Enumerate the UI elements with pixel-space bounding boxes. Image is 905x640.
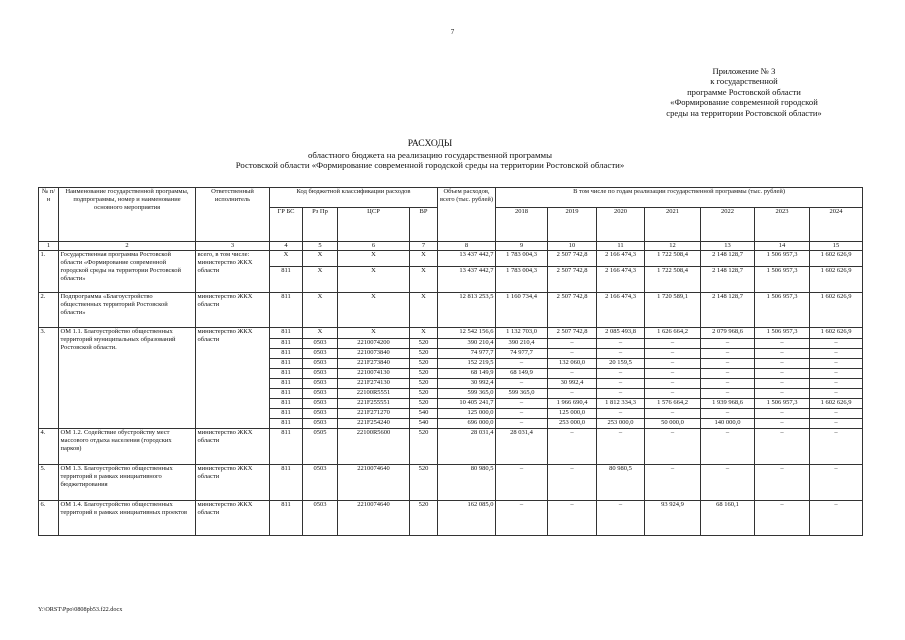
value-cell: – (810, 339, 863, 349)
value-cell: – (701, 429, 755, 465)
value-cell: 1 132 703,0 (496, 328, 548, 339)
column-number: 10 (548, 242, 597, 251)
title-line: областного бюджета на реализацию государственной программы (307, 149, 552, 160)
value-cell: 1 939 968,6 (701, 399, 755, 409)
title-line: Ростовской области «Формирование современной городской среды на территории Ростовской области» (235, 160, 625, 171)
value-cell: 1 783 004,3 (496, 267, 548, 293)
value-cell: 2 166 474,3 (597, 293, 645, 328)
value-cell: 1 576 664,2 (645, 399, 701, 409)
value-cell: 1 160 734,4 (496, 293, 548, 328)
code-cell: 520 (410, 339, 438, 349)
code-cell: 221F274130 (338, 379, 410, 389)
code-cell: 520 (410, 465, 438, 501)
value-cell: 140 000,0 (701, 419, 755, 429)
value-cell: 390 210,4 (496, 339, 548, 349)
code-cell: X (338, 267, 410, 293)
title-line: РАСХОДЫ (407, 138, 453, 149)
code-cell: 811 (270, 293, 303, 328)
row-executor: министерство ЖКХ области (196, 501, 270, 536)
header-csr: ЦСР (338, 208, 410, 242)
value-cell: 1 720 589,1 (645, 293, 701, 328)
code-cell: X (410, 293, 438, 328)
value-cell: 152 219,5 (438, 359, 496, 369)
value-cell: – (496, 359, 548, 369)
row-number: 4. (39, 429, 59, 465)
value-cell: – (810, 379, 863, 389)
value-cell: 30 992,4 (438, 379, 496, 389)
page-number: 7 (450, 28, 455, 36)
code-cell: 520 (410, 379, 438, 389)
value-cell: – (597, 349, 645, 359)
appendix-line: среды на территории Ростовской области» (666, 107, 822, 118)
value-cell: – (645, 359, 701, 369)
row-number: 1. (39, 251, 59, 293)
value-cell: 1 506 957,3 (755, 251, 810, 267)
value-cell: – (645, 339, 701, 349)
value-cell: 253 000,0 (548, 419, 597, 429)
value-cell: – (548, 501, 597, 536)
code-cell: X (303, 267, 338, 293)
code-cell: 520 (410, 349, 438, 359)
column-number: 4 (270, 242, 303, 251)
header-total: Объем расходов, всего (тыс. рублей) (438, 188, 496, 242)
code-cell: X (338, 293, 410, 328)
column-number: 5 (303, 242, 338, 251)
value-cell: 2 507 742,8 (548, 267, 597, 293)
value-cell: – (597, 501, 645, 536)
value-cell: 2 148 128,7 (701, 267, 755, 293)
value-cell: – (597, 429, 645, 465)
row-name: ОМ 1.3. Благоустройство общественных территорий в рамках инициативного бюджетирования (59, 465, 196, 501)
code-cell: 0505 (303, 429, 338, 465)
value-cell: – (810, 389, 863, 399)
value-cell: 80 980,5 (597, 465, 645, 501)
value-cell: – (645, 369, 701, 379)
header-year: 2023 (755, 208, 810, 242)
value-cell: – (548, 465, 597, 501)
code-cell: 520 (410, 501, 438, 536)
column-number: 2 (59, 242, 196, 251)
row-name: Подпрограмма «Благоустройство общественных территорий Ростовской области» (59, 293, 196, 328)
value-cell: 13 437 442,7 (438, 251, 496, 267)
table-row (39, 293, 863, 328)
value-cell: 12 542 156,6 (438, 328, 496, 339)
column-number: 13 (701, 242, 755, 251)
code-cell: X (270, 251, 303, 267)
value-cell: 1 506 957,3 (755, 328, 810, 339)
code-cell: 0503 (303, 409, 338, 419)
code-cell: 0503 (303, 399, 338, 409)
code-cell: 811 (270, 409, 303, 419)
value-cell: – (810, 359, 863, 369)
column-number: 12 (645, 242, 701, 251)
header-year: 2024 (810, 208, 863, 242)
row-name: ОМ 1.2. Содействие обустройству мест массового отдыха населения (городских парков) (59, 429, 196, 465)
header-year: 2019 (548, 208, 597, 242)
code-cell: 2210074130 (338, 369, 410, 379)
value-cell: 12 813 253,5 (438, 293, 496, 328)
value-cell: – (755, 429, 810, 465)
value-cell: 93 924,9 (645, 501, 701, 536)
value-cell: 74 977,7 (496, 349, 548, 359)
column-number: 15 (810, 242, 863, 251)
value-cell: – (496, 465, 548, 501)
value-cell: – (496, 379, 548, 389)
appendix-line: программе Ростовской области (687, 86, 801, 97)
value-cell: 1 602 626,9 (810, 267, 863, 293)
code-cell: X (338, 328, 410, 339)
value-cell: – (755, 389, 810, 399)
column-number: 6 (338, 242, 410, 251)
value-cell: – (755, 409, 810, 419)
value-cell: 1 722 508,4 (645, 267, 701, 293)
code-cell: 811 (270, 379, 303, 389)
row-number: 6. (39, 501, 59, 536)
code-cell: 22100R5551 (338, 389, 410, 399)
value-cell: – (548, 349, 597, 359)
code-cell: 811 (270, 419, 303, 429)
row-executor: министерство ЖКХ области (196, 328, 270, 429)
value-cell: 10 405 241,7 (438, 399, 496, 409)
value-cell: 1 966 690,4 (548, 399, 597, 409)
table-row (39, 328, 863, 339)
value-cell: – (755, 419, 810, 429)
header-years-group: В том числе по годам реализации государственной программы (тыс. рублей) (496, 188, 863, 208)
value-cell: 599 365,0 (438, 389, 496, 399)
value-cell: 2 148 128,7 (701, 293, 755, 328)
code-cell: X (303, 251, 338, 267)
code-cell: X (410, 251, 438, 267)
code-cell: 0503 (303, 379, 338, 389)
value-cell: – (548, 339, 597, 349)
value-cell: 390 210,4 (438, 339, 496, 349)
appendix-line: к государственной (710, 76, 778, 87)
value-cell: – (755, 369, 810, 379)
value-cell: – (810, 419, 863, 429)
row-executor: всего, в том числе: министерство ЖКХ области (196, 251, 270, 293)
header-year: 2022 (701, 208, 755, 242)
column-number-row (39, 242, 863, 251)
code-cell: 811 (270, 389, 303, 399)
header-name: Наименование государственной программы, подпрограммы, номер и наименование основного мероприятия (59, 188, 196, 242)
code-cell: 0503 (303, 349, 338, 359)
code-cell: 811 (270, 359, 303, 369)
table-row (39, 251, 863, 267)
code-cell: 221F273840 (338, 359, 410, 369)
code-cell: 221F271270 (338, 409, 410, 419)
value-cell: – (645, 389, 701, 399)
header-year: 2021 (645, 208, 701, 242)
document-title (140, 139, 720, 171)
code-cell: 0503 (303, 465, 338, 501)
code-cell: 540 (410, 419, 438, 429)
code-cell: 0503 (303, 369, 338, 379)
header-num: № п/н (39, 188, 59, 242)
code-cell: X (410, 267, 438, 293)
code-cell: 811 (270, 465, 303, 501)
code-cell: X (338, 251, 410, 267)
value-cell: – (701, 369, 755, 379)
value-cell: 74 977,7 (438, 349, 496, 359)
header-code-group: Код бюджетной классификации расходов (270, 188, 438, 208)
value-cell: 2 148 128,7 (701, 251, 755, 267)
code-cell: 0503 (303, 339, 338, 349)
code-cell: 520 (410, 399, 438, 409)
table-row (39, 429, 863, 465)
column-number: 7 (410, 242, 438, 251)
code-cell: 0503 (303, 389, 338, 399)
code-cell: 0503 (303, 419, 338, 429)
value-cell: 599 365,0 (496, 389, 548, 399)
row-name: ОМ 1.1. Благоустройство общественных территорий муниципальных образований Ростовской области. (59, 328, 196, 429)
column-number: 1 (39, 242, 59, 251)
value-cell: – (810, 465, 863, 501)
code-cell: 2210074640 (338, 465, 410, 501)
value-cell: 1 506 957,3 (755, 399, 810, 409)
value-cell: – (597, 389, 645, 399)
column-number: 9 (496, 242, 548, 251)
value-cell: 1 602 626,9 (810, 399, 863, 409)
header-vr: ВР (410, 208, 438, 242)
value-cell: – (755, 501, 810, 536)
value-cell: 2 507 742,8 (548, 293, 597, 328)
appendix-line: Приложение № 3 (712, 66, 776, 76)
value-cell: 80 980,5 (438, 465, 496, 501)
column-number: 8 (438, 242, 496, 251)
value-cell: 2 507 742,8 (548, 251, 597, 267)
value-cell: 125 000,0 (548, 409, 597, 419)
code-cell: 520 (410, 389, 438, 399)
header-year: 2018 (496, 208, 548, 242)
value-cell: 13 437 442,7 (438, 267, 496, 293)
appendix-block (639, 66, 849, 118)
value-cell: 1 722 508,4 (645, 251, 701, 267)
value-cell: – (496, 409, 548, 419)
row-executor: министерство ЖКХ области (196, 465, 270, 501)
value-cell: – (755, 339, 810, 349)
row-executor: министерство ЖКХ области (196, 293, 270, 328)
code-cell: 0503 (303, 359, 338, 369)
value-cell: – (755, 379, 810, 389)
value-cell: 1 602 626,9 (810, 293, 863, 328)
row-number: 3. (39, 328, 59, 429)
value-cell: 2 166 474,3 (597, 267, 645, 293)
code-cell: 811 (270, 501, 303, 536)
value-cell: 125 000,0 (438, 409, 496, 419)
value-cell: – (597, 369, 645, 379)
header-grbs: ГР БС (270, 208, 303, 242)
code-cell: X (303, 328, 338, 339)
code-cell: 520 (410, 359, 438, 369)
code-cell: 811 (270, 429, 303, 465)
value-cell: – (597, 339, 645, 349)
code-cell: 811 (270, 328, 303, 339)
value-cell: 2 079 968,6 (701, 328, 755, 339)
value-cell: – (701, 409, 755, 419)
value-cell: 20 159,5 (597, 359, 645, 369)
value-cell: – (810, 429, 863, 465)
value-cell: 696 000,0 (438, 419, 496, 429)
value-cell: – (645, 379, 701, 389)
row-name: ОМ 1.4. Благоустройство общественных территорий в рамках инициативных проектов (59, 501, 196, 536)
value-cell: – (810, 409, 863, 419)
value-cell: – (645, 409, 701, 419)
table-body (39, 242, 863, 536)
value-cell: – (701, 339, 755, 349)
value-cell: 68 160,1 (701, 501, 755, 536)
value-cell: – (645, 465, 701, 501)
value-cell: – (810, 349, 863, 359)
value-cell: – (548, 429, 597, 465)
value-cell: – (548, 369, 597, 379)
code-cell: 811 (270, 267, 303, 293)
value-cell: – (701, 465, 755, 501)
appendix-line: «Формирование современной городской (670, 97, 818, 108)
value-cell: 1 812 334,3 (597, 399, 645, 409)
footer-path: Y:\ORST\Ppo\0808pb53.f22.docx (38, 606, 123, 613)
value-cell: – (810, 501, 863, 536)
value-cell: 28 031,4 (496, 429, 548, 465)
value-cell: 253 000,0 (597, 419, 645, 429)
value-cell: – (701, 359, 755, 369)
code-cell: 540 (410, 409, 438, 419)
value-cell: 68 149,9 (438, 369, 496, 379)
code-cell: 2210073840 (338, 349, 410, 359)
value-cell: 1 506 957,3 (755, 267, 810, 293)
row-number: 5. (39, 465, 59, 501)
code-cell: 0503 (303, 501, 338, 536)
value-cell: – (496, 399, 548, 409)
value-cell: – (597, 409, 645, 419)
value-cell: 2 166 474,3 (597, 251, 645, 267)
expenses-table (38, 187, 863, 536)
row-executor: министерство ЖКХ области (196, 429, 270, 465)
value-cell: 30 992,4 (548, 379, 597, 389)
value-cell: – (496, 501, 548, 536)
row-number: 2. (39, 293, 59, 328)
value-cell: 28 031,4 (438, 429, 496, 465)
value-cell: 2 085 493,8 (597, 328, 645, 339)
code-cell: 520 (410, 429, 438, 465)
table-row (39, 465, 863, 501)
value-cell: – (755, 465, 810, 501)
code-cell: 811 (270, 349, 303, 359)
code-cell: 811 (270, 369, 303, 379)
table-row (39, 501, 863, 536)
code-cell: 22100R5600 (338, 429, 410, 465)
value-cell: – (701, 349, 755, 359)
value-cell: 1 506 957,3 (755, 293, 810, 328)
value-cell: 162 085,0 (438, 501, 496, 536)
value-cell: 50 000,0 (645, 419, 701, 429)
value-cell: 1 602 626,9 (810, 251, 863, 267)
value-cell: 132 060,0 (548, 359, 597, 369)
row-name: Государственная программа Ростовской области «Формирование современной городской среды на территории Ростовской области» (59, 251, 196, 293)
value-cell: 2 507 742,8 (548, 328, 597, 339)
code-cell: 811 (270, 339, 303, 349)
value-cell: – (645, 349, 701, 359)
value-cell: 68 149,9 (496, 369, 548, 379)
code-cell: 520 (410, 369, 438, 379)
column-number: 14 (755, 242, 810, 251)
code-cell: 221F255551 (338, 399, 410, 409)
value-cell: – (597, 379, 645, 389)
code-cell: 2210074640 (338, 501, 410, 536)
code-cell: 221F254240 (338, 419, 410, 429)
value-cell: – (548, 389, 597, 399)
value-cell: – (755, 359, 810, 369)
header-executor: Ответственный исполнитель (196, 188, 270, 242)
code-cell: 811 (270, 399, 303, 409)
column-number: 11 (597, 242, 645, 251)
value-cell: – (701, 389, 755, 399)
header-year: 2020 (597, 208, 645, 242)
value-cell: 1 783 004,3 (496, 251, 548, 267)
header-rzpr: Рз Пр (303, 208, 338, 242)
value-cell: – (810, 369, 863, 379)
code-cell: 2210074200 (338, 339, 410, 349)
value-cell: – (496, 419, 548, 429)
code-cell: X (410, 328, 438, 339)
code-cell: X (303, 293, 338, 328)
value-cell: – (645, 429, 701, 465)
column-number: 3 (196, 242, 270, 251)
value-cell: – (701, 379, 755, 389)
value-cell: – (755, 349, 810, 359)
value-cell: 1 602 626,9 (810, 328, 863, 339)
value-cell: 1 626 664,2 (645, 328, 701, 339)
